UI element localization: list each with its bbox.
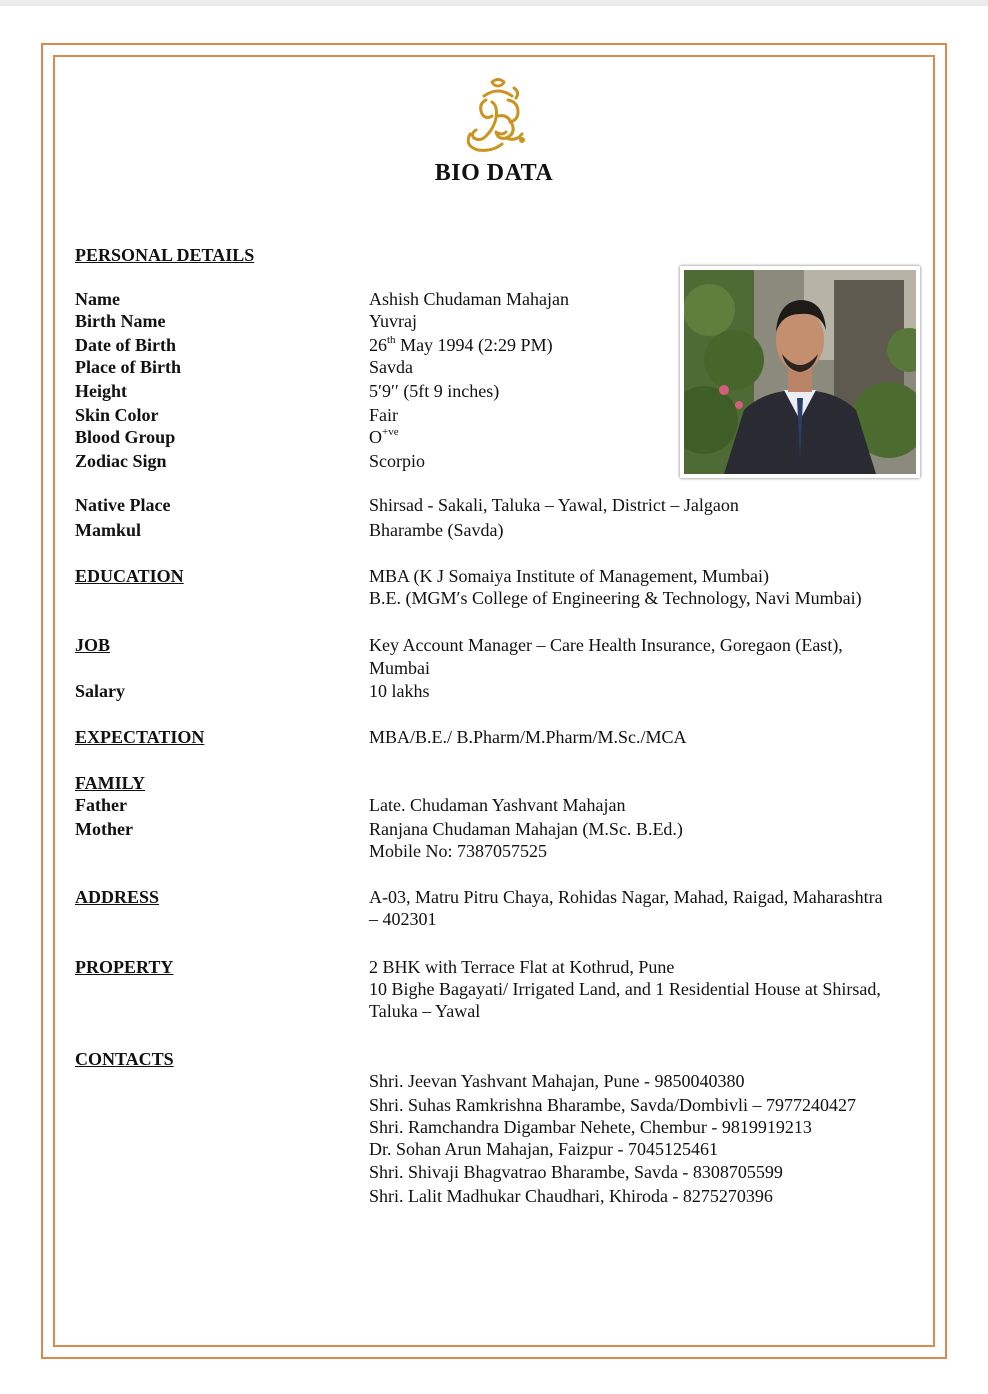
document-title: BIO DATA — [434, 160, 554, 186]
job-line-1: Key Account Manager – Care Health Insurance, Goregaon (East), — [369, 635, 843, 655]
dob-rest: May 1994 (2:29 PM) — [400, 335, 553, 355]
zodiac-label: Zodiac Sign — [75, 451, 167, 471]
name-label: Name — [75, 289, 120, 309]
skin-value: Fair — [369, 405, 398, 425]
property-line-2: 10 Bighe Bagayati/ Irrigated Land, and 1 Residential House at Shirsad, — [369, 979, 881, 999]
contact-item: Shri. Suhas Ramkrishna Bharambe, Savda/Dombivli – 7977240427 — [369, 1095, 856, 1115]
education-line-1: MBA (K J Somaiya Institute of Management, Mumbai) — [369, 566, 769, 586]
dob-day: 26 — [369, 335, 387, 355]
blood-group: O — [369, 427, 382, 447]
person-portrait-icon — [684, 270, 916, 474]
contact-item: Shri. Shivaji Bhagvatrao Bharambe, Savda - 8308705599 — [369, 1162, 783, 1182]
father-label: Father — [75, 795, 127, 815]
height-label: Height — [75, 381, 127, 401]
contact-item: Shri. Lalit Madhukar Chaudhari, Khiroda - 8275270396 — [369, 1186, 773, 1206]
address-heading: ADDRESS — [75, 887, 160, 907]
mother-value: Ranjana Chudaman Mahajan (M.Sc. B.Ed.) — [369, 819, 683, 839]
family-heading: FAMILY — [75, 773, 146, 793]
pob-label: Place of Birth — [75, 357, 181, 377]
address-line-2: – 402301 — [369, 909, 437, 929]
father-value: Late. Chudaman Yashvant Mahajan — [369, 795, 626, 815]
name-value: Ashish Chudaman Mahajan — [369, 289, 569, 309]
contact-item: Dr. Sohan Arun Mahajan, Faizpur - 7045125461 — [369, 1139, 718, 1159]
address-line-1: A-03, Matru Pitru Chaya, Rohidas Nagar, Mahad, Raigad, Maharashtra — [369, 887, 883, 907]
property-heading: PROPERTY — [75, 957, 174, 977]
pob-value: Savda — [369, 357, 413, 377]
education-line-2: B.E. (MGM′s College of Engineering & Technology, Navi Mumbai) — [369, 588, 862, 608]
property-line-1: 2 BHK with Terrace Flat at Kothrud, Pune — [369, 957, 675, 977]
property-line-3: Taluka – Yawal — [369, 1001, 481, 1021]
salary-value: 10 lakhs — [369, 681, 430, 701]
ganesha-icon — [462, 76, 534, 156]
contact-item: Shri. Ramchandra Digambar Nehete, Chembur - 9819919213 — [369, 1117, 812, 1137]
height-value: 5′9′′ (5ft 9 inches) — [369, 381, 500, 401]
mamkul-value: Bharambe (Savda) — [369, 520, 504, 540]
expectation-value: MBA/B.E./ B.Pharm/M.Pharm/M.Sc./MCA — [369, 727, 687, 747]
blood-label: Blood Group — [75, 427, 176, 447]
contacts-heading: CONTACTS — [75, 1049, 174, 1069]
birth-name-label: Birth Name — [75, 311, 166, 331]
dob-label: Date of Birth — [75, 335, 176, 355]
birth-name-value: Yuvraj — [369, 311, 417, 331]
top-band — [0, 0, 988, 6]
blood-value — [369, 426, 399, 448]
mother-mobile: Mobile No: 7387057525 — [369, 841, 547, 861]
contact-item: Shri. Jeevan Yashvant Mahajan, Pune - 9850040380 — [369, 1071, 745, 1091]
personal-details-heading: PERSONAL DETAILS — [75, 245, 255, 265]
zodiac-value: Scorpio — [369, 451, 425, 471]
native-value: Shirsad - Sakali, Taluka – Yawal, District – Jalgaon — [369, 495, 739, 515]
dob-suffix: th — [387, 334, 396, 346]
blood-rh: +ve — [382, 426, 399, 438]
education-heading: EDUCATION — [75, 566, 184, 586]
mother-label: Mother — [75, 819, 133, 839]
profile-photo — [680, 266, 920, 478]
dob-value — [369, 334, 553, 356]
expectation-heading: EXPECTATION — [75, 727, 205, 747]
mamkul-label: Mamkul — [75, 520, 142, 540]
job-line-2: Mumbai — [369, 658, 430, 678]
native-label: Native Place — [75, 495, 171, 515]
salary-label: Salary — [75, 681, 126, 701]
job-heading: JOB — [75, 635, 111, 655]
skin-label: Skin Color — [75, 405, 159, 425]
